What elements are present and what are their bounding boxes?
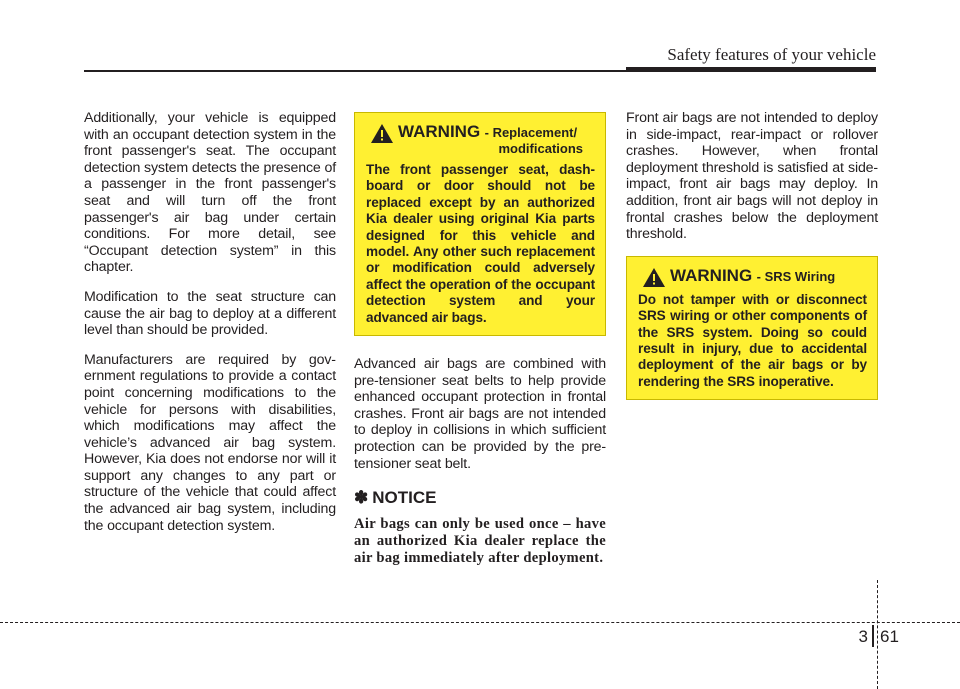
- notice-star-icon: ✽: [354, 488, 369, 508]
- page-number-divider: [872, 625, 874, 647]
- warning-header: [366, 122, 595, 156]
- warning-header: [638, 266, 867, 286]
- warning-subtitle: - Replacement/: [484, 125, 578, 140]
- footer-vertical-rule: [877, 580, 878, 689]
- header-title: Safety features of your vehicle: [667, 45, 876, 64]
- header-rule-accent: [626, 67, 876, 72]
- warning-subtitle: - SRS Wiring: [756, 268, 836, 284]
- warning-label: WARNING: [398, 122, 481, 141]
- paragraph: Manufacturers are required by government regulations to provide a contact point concerning modifications to the vehicle for persons with disabilities, which modifications may affect the vehicle’s advanced air bag system. However, Kia does not endorse nor will it support any changes to any part or structure of the vehicle that could affect the advanced air bag system, including the occupant detection system.: [84, 351, 336, 534]
- column-left: [84, 110, 336, 547]
- chapter-number: 3: [858, 627, 868, 646]
- warning-subtitle-cont: modifications: [498, 141, 583, 156]
- paragraph: Front air bags are not intended to deploy in side-impact, rear-impact or rollover crashes. However, when frontal deployment threshold is satisfied at side-impact, front air bags may deploy. In addition, front air bags will not deploy in frontal crashes below the deployment threshold.: [626, 110, 878, 243]
- warning-label: WARNING: [670, 265, 753, 285]
- notice-title: NOTICE: [372, 488, 437, 508]
- notice-body: Air bags can only be used once – have an authorized Kia dealer replace the air bag immediately after deployment.: [354, 516, 606, 566]
- warning-triangle-icon: [642, 267, 666, 288]
- warning-triangle-icon: [370, 123, 394, 144]
- notice-heading: [354, 488, 606, 508]
- footer-rule: [0, 622, 960, 623]
- paragraph: Advanced air bags are combined with pre-tensioner seat belts to help provide enhanced occupant protection in frontal crashes. Front air bags are not intended to deploy in collisions in which sufficient protection can be provided by the pre-tensioner seat belt.: [354, 356, 606, 472]
- warning-body: The front passenger seat, dashboard or door should not be replaced except by an authorized Kia dealer using original Kia parts designed for this vehicle and model. Any other such replacement or modification could adversely affect the operation of the occupant detection system and your advanced air bags.: [366, 162, 595, 325]
- column-middle: [354, 110, 606, 567]
- paragraph: Additionally, your vehicle is equipped with an occupant detection system in the front passenger's seat. The occupant detection system detects the presence of a passenger in the front passenger's seat and will turn off the front passenger's air bag under certain conditions. For more detail, see “Occupant detection system” in this chapter.: [84, 110, 336, 276]
- warning-box-replacement: [354, 112, 606, 336]
- paragraph: Modification to the seat structure can cause the air bag to deploy at a different level than should be provided.: [84, 288, 336, 339]
- page-number: 61: [880, 627, 899, 646]
- warning-body: Do not tamper with or disconnect SRS wiring or other components of the SRS system. Doing so could result in injury, due to accidental deployment of the air bags or by rendering the SRS inoperative.: [638, 291, 867, 389]
- column-right: [626, 110, 878, 400]
- warning-box-srs-wiring: [626, 256, 878, 400]
